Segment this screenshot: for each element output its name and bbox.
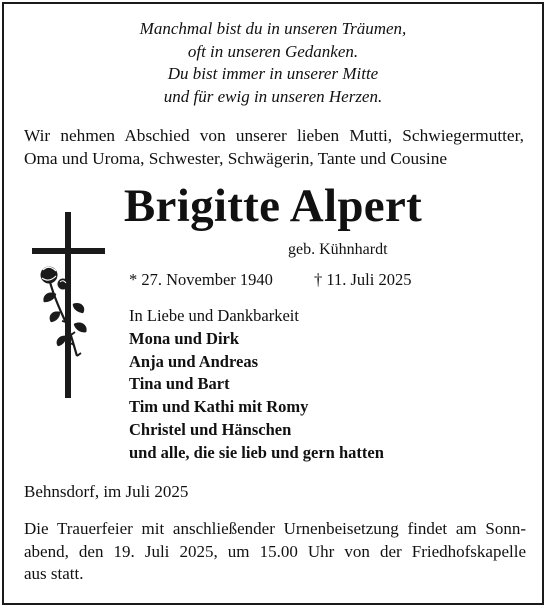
funeral-service-info: [24, 518, 526, 586]
cross-icon: [32, 212, 105, 398]
deceased-name: Brigitte Alpert: [123, 180, 423, 232]
death-date: † 11. Juli 2025: [314, 270, 412, 289]
birth-date: * 27. November 1940: [129, 270, 273, 289]
memorial-poem: [0, 18, 546, 108]
cross-with-rose-icon: [30, 212, 112, 400]
mourners-intro: In Liebe und Dankbarkeit: [129, 306, 299, 325]
farewell-intro: [24, 125, 524, 170]
maiden-name: geb. Kühnhardt: [288, 241, 388, 258]
poem-line: oft in unseren Gedanken.: [187, 41, 359, 61]
rose-icon: [41, 267, 86, 356]
mourners-block: [129, 305, 384, 465]
poem-line: Manchmal bist du in unseren Träumen,: [139, 19, 407, 38]
service-line: aus statt.: [24, 564, 84, 583]
mourner-name: Tim und Kathi mit Romy: [129, 397, 309, 417]
mourner-name: Tina und Bart: [129, 374, 230, 394]
poem-line: Du bist immer in unserer Mitte: [167, 64, 379, 83]
poem-line: und für ewig in unseren Herzen.: [163, 86, 383, 106]
service-line: Die Trauerfeier mit anschließender Urnenbeisetzung findet am Sonn-: [24, 519, 526, 538]
mourner-name: Christel und Hänschen: [129, 419, 292, 439]
place-and-date: Behnsdorf, im Juli 2025: [24, 482, 189, 501]
mourner-name: Anja und Andreas: [129, 351, 258, 371]
intro-line: Wir nehmen Abschied von unserer lieben Mutti, Schwiegermutter,: [24, 126, 524, 145]
service-line: abend, den 19. Juli 2025, um 15.00 Uhr von der Friedhofskapelle: [24, 541, 526, 561]
mourner-name: Mona und Dirk: [129, 328, 240, 348]
mourner-name: und alle, die sie lieb und gern hatten: [129, 442, 384, 462]
intro-line: Oma und Uroma, Schwester, Schwägerin, Tante und Cousine: [24, 148, 448, 168]
